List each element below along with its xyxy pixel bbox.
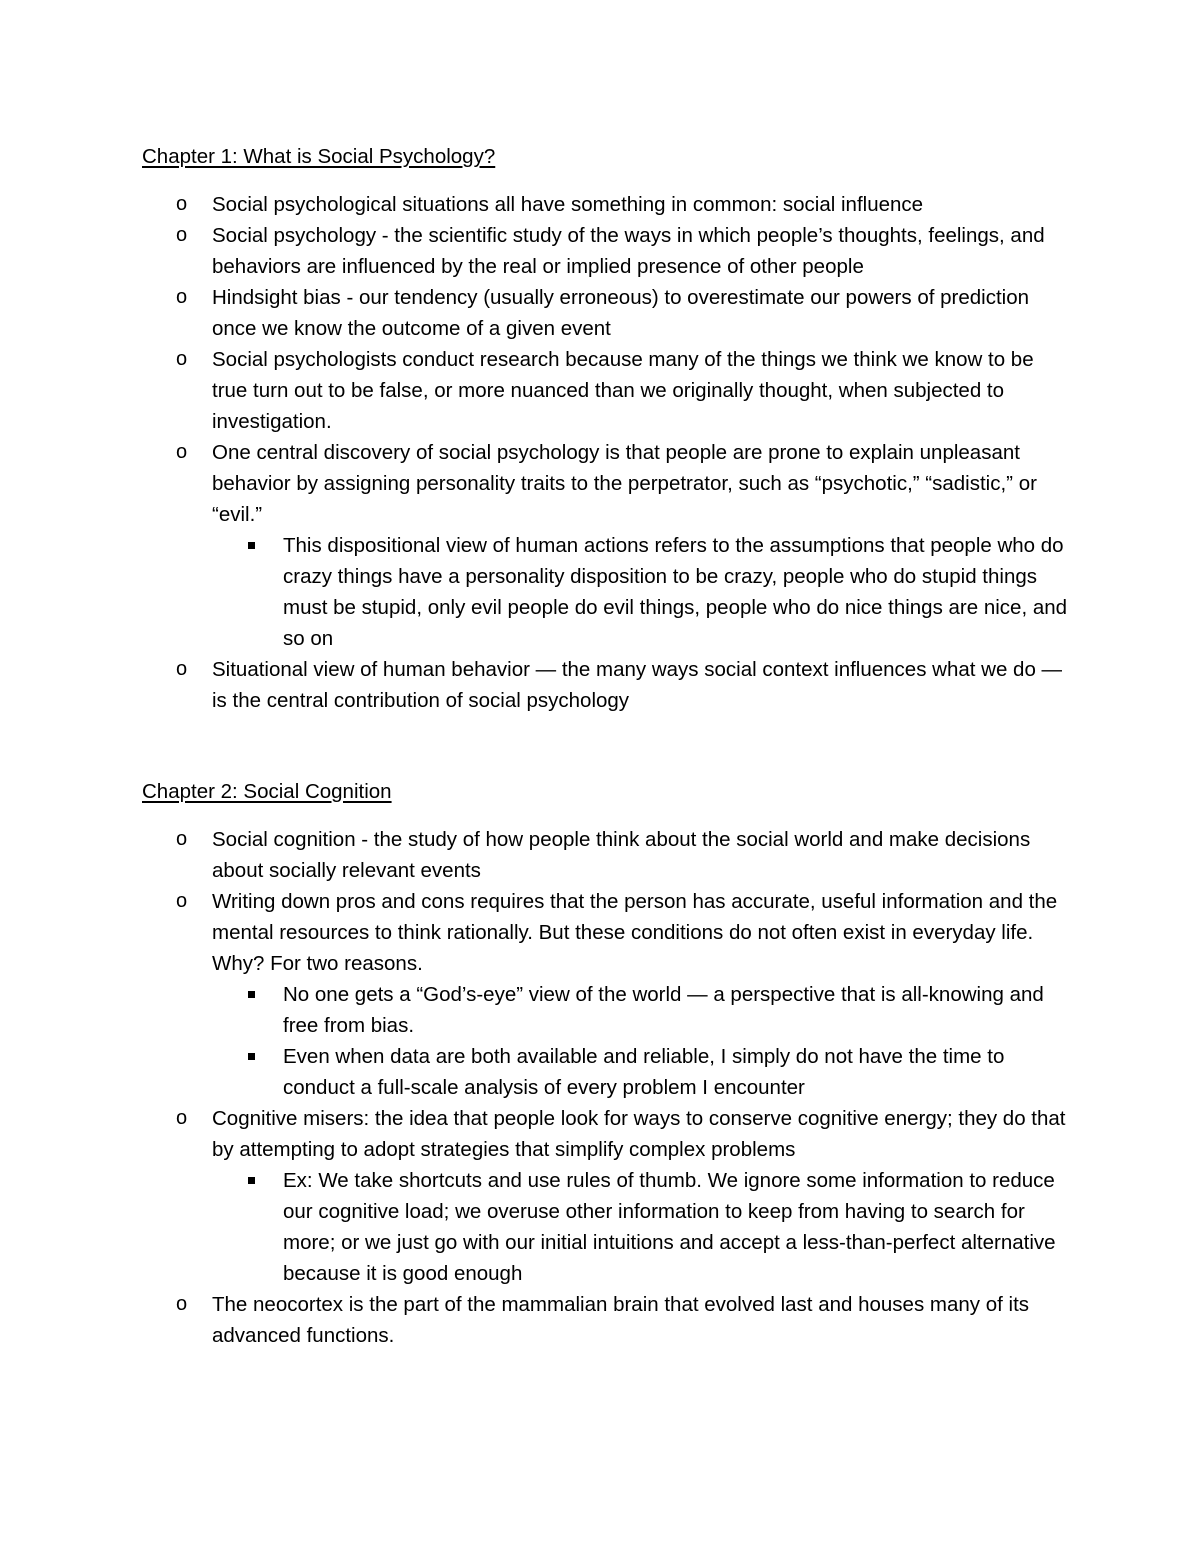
chapter-2-list <box>142 824 1072 1351</box>
circle-bullet-icon: o <box>176 658 188 680</box>
list-item: o The neocortex is the part of the mammalian brain that evolved last and houses many of its advanced functions. <box>142 1289 1072 1351</box>
list-item: o Writing down pros and cons requires that the person has accurate, useful information and the mental resources to think rationally. But these conditions do not often exist in everyday life. Why? For two reasons. No one gets a “God’s-eye” view of the world — a perspective that is all-knowing and free from bias. Even when data are both available and reliable, I simply do not have the time to conduct a full-scale analysis of every problem I encounter <box>142 886 1072 1103</box>
circle-bullet-icon: o <box>176 1107 188 1129</box>
chapter-title: Chapter 2: Social Cognition <box>142 780 392 803</box>
circle-bullet-icon: o <box>176 441 188 463</box>
sub-list-item: Ex: We take shortcuts and use rules of thumb. We ignore some information to reduce our cognitive load; we overuse other information to keep from having to search for more; or we just go with our initial intuitions and accept a less-than-perfect alternative because it is good enough <box>212 1165 1072 1289</box>
sub-list <box>142 530 1072 654</box>
list-item: o Social psychology - the scientific study of the ways in which people’s thoughts, feelings, and behaviors are influenced by the real or implied presence of other people <box>142 220 1072 282</box>
list-item: o Situational view of human behavior — the many ways social context influences what we do — is the central contribution of social psychology <box>142 654 1072 716</box>
square-bullet-icon <box>248 991 255 998</box>
list-item: o Social psychological situations all have something in common: social influence <box>142 189 1072 220</box>
chapter-title: Chapter 1: What is Social Psychology? <box>142 145 496 168</box>
circle-bullet-icon: o <box>176 890 188 912</box>
sub-list-item: No one gets a “God’s-eye” view of the world — a perspective that is all-knowing and free from bias. <box>212 979 1072 1041</box>
square-bullet-icon <box>248 542 255 549</box>
circle-bullet-icon: o <box>176 1293 188 1315</box>
list-item: o Social cognition - the study of how people think about the social world and make decisions about socially relevant events <box>142 824 1072 886</box>
chapter-1 <box>142 141 1072 716</box>
sub-list-item: Even when data are both available and reliable, I simply do not have the time to conduct a full-scale analysis of every problem I encounter <box>212 1041 1072 1103</box>
list-item: o Social psychologists conduct research because many of the things we think we know to be true turn out to be false, or more nuanced than we originally thought, when subjected to investigation. <box>142 344 1072 437</box>
circle-bullet-icon: o <box>176 828 188 850</box>
square-bullet-icon <box>248 1177 255 1184</box>
chapter-1-list <box>142 189 1072 716</box>
circle-bullet-icon: o <box>176 224 188 246</box>
circle-bullet-icon: o <box>176 193 188 215</box>
sub-list <box>142 1165 1072 1289</box>
list-item: o One central discovery of social psychology is that people are prone to explain unpleasant behavior by assigning personality traits to the perpetrator, such as “psychotic,” “sadistic,” or “evil.” This dispositional view of human actions refers to the assumptions that people who do crazy things have a personality disposition to be crazy, people who do stupid things must be stupid, only evil people do evil things, people who do nice things are nice, and so on <box>142 437 1072 654</box>
circle-bullet-icon: o <box>176 286 188 308</box>
chapter-2 <box>142 776 1072 1351</box>
list-item: o Cognitive misers: the idea that people look for ways to conserve cognitive energy; they do that by attempting to adopt strategies that simplify complex problems Ex: We take shortcuts and use rules of thumb. We ignore some information to reduce our cognitive load; we overuse other information to keep from having to search for more; or we just go with our initial intuitions and accept a less-than-perfect alternative because it is good enough <box>142 1103 1072 1289</box>
sub-list-item: This dispositional view of human actions refers to the assumptions that people who do crazy things have a personality disposition to be crazy, people who do stupid things must be stupid, only evil people do evil things, people who do nice things are nice, and so on <box>212 530 1072 654</box>
sub-list <box>142 979 1072 1103</box>
square-bullet-icon <box>248 1053 255 1060</box>
circle-bullet-icon: o <box>176 348 188 370</box>
list-item: o Hindsight bias - our tendency (usually erroneous) to overestimate our powers of prediction once we know the outcome of a given event <box>142 282 1072 344</box>
